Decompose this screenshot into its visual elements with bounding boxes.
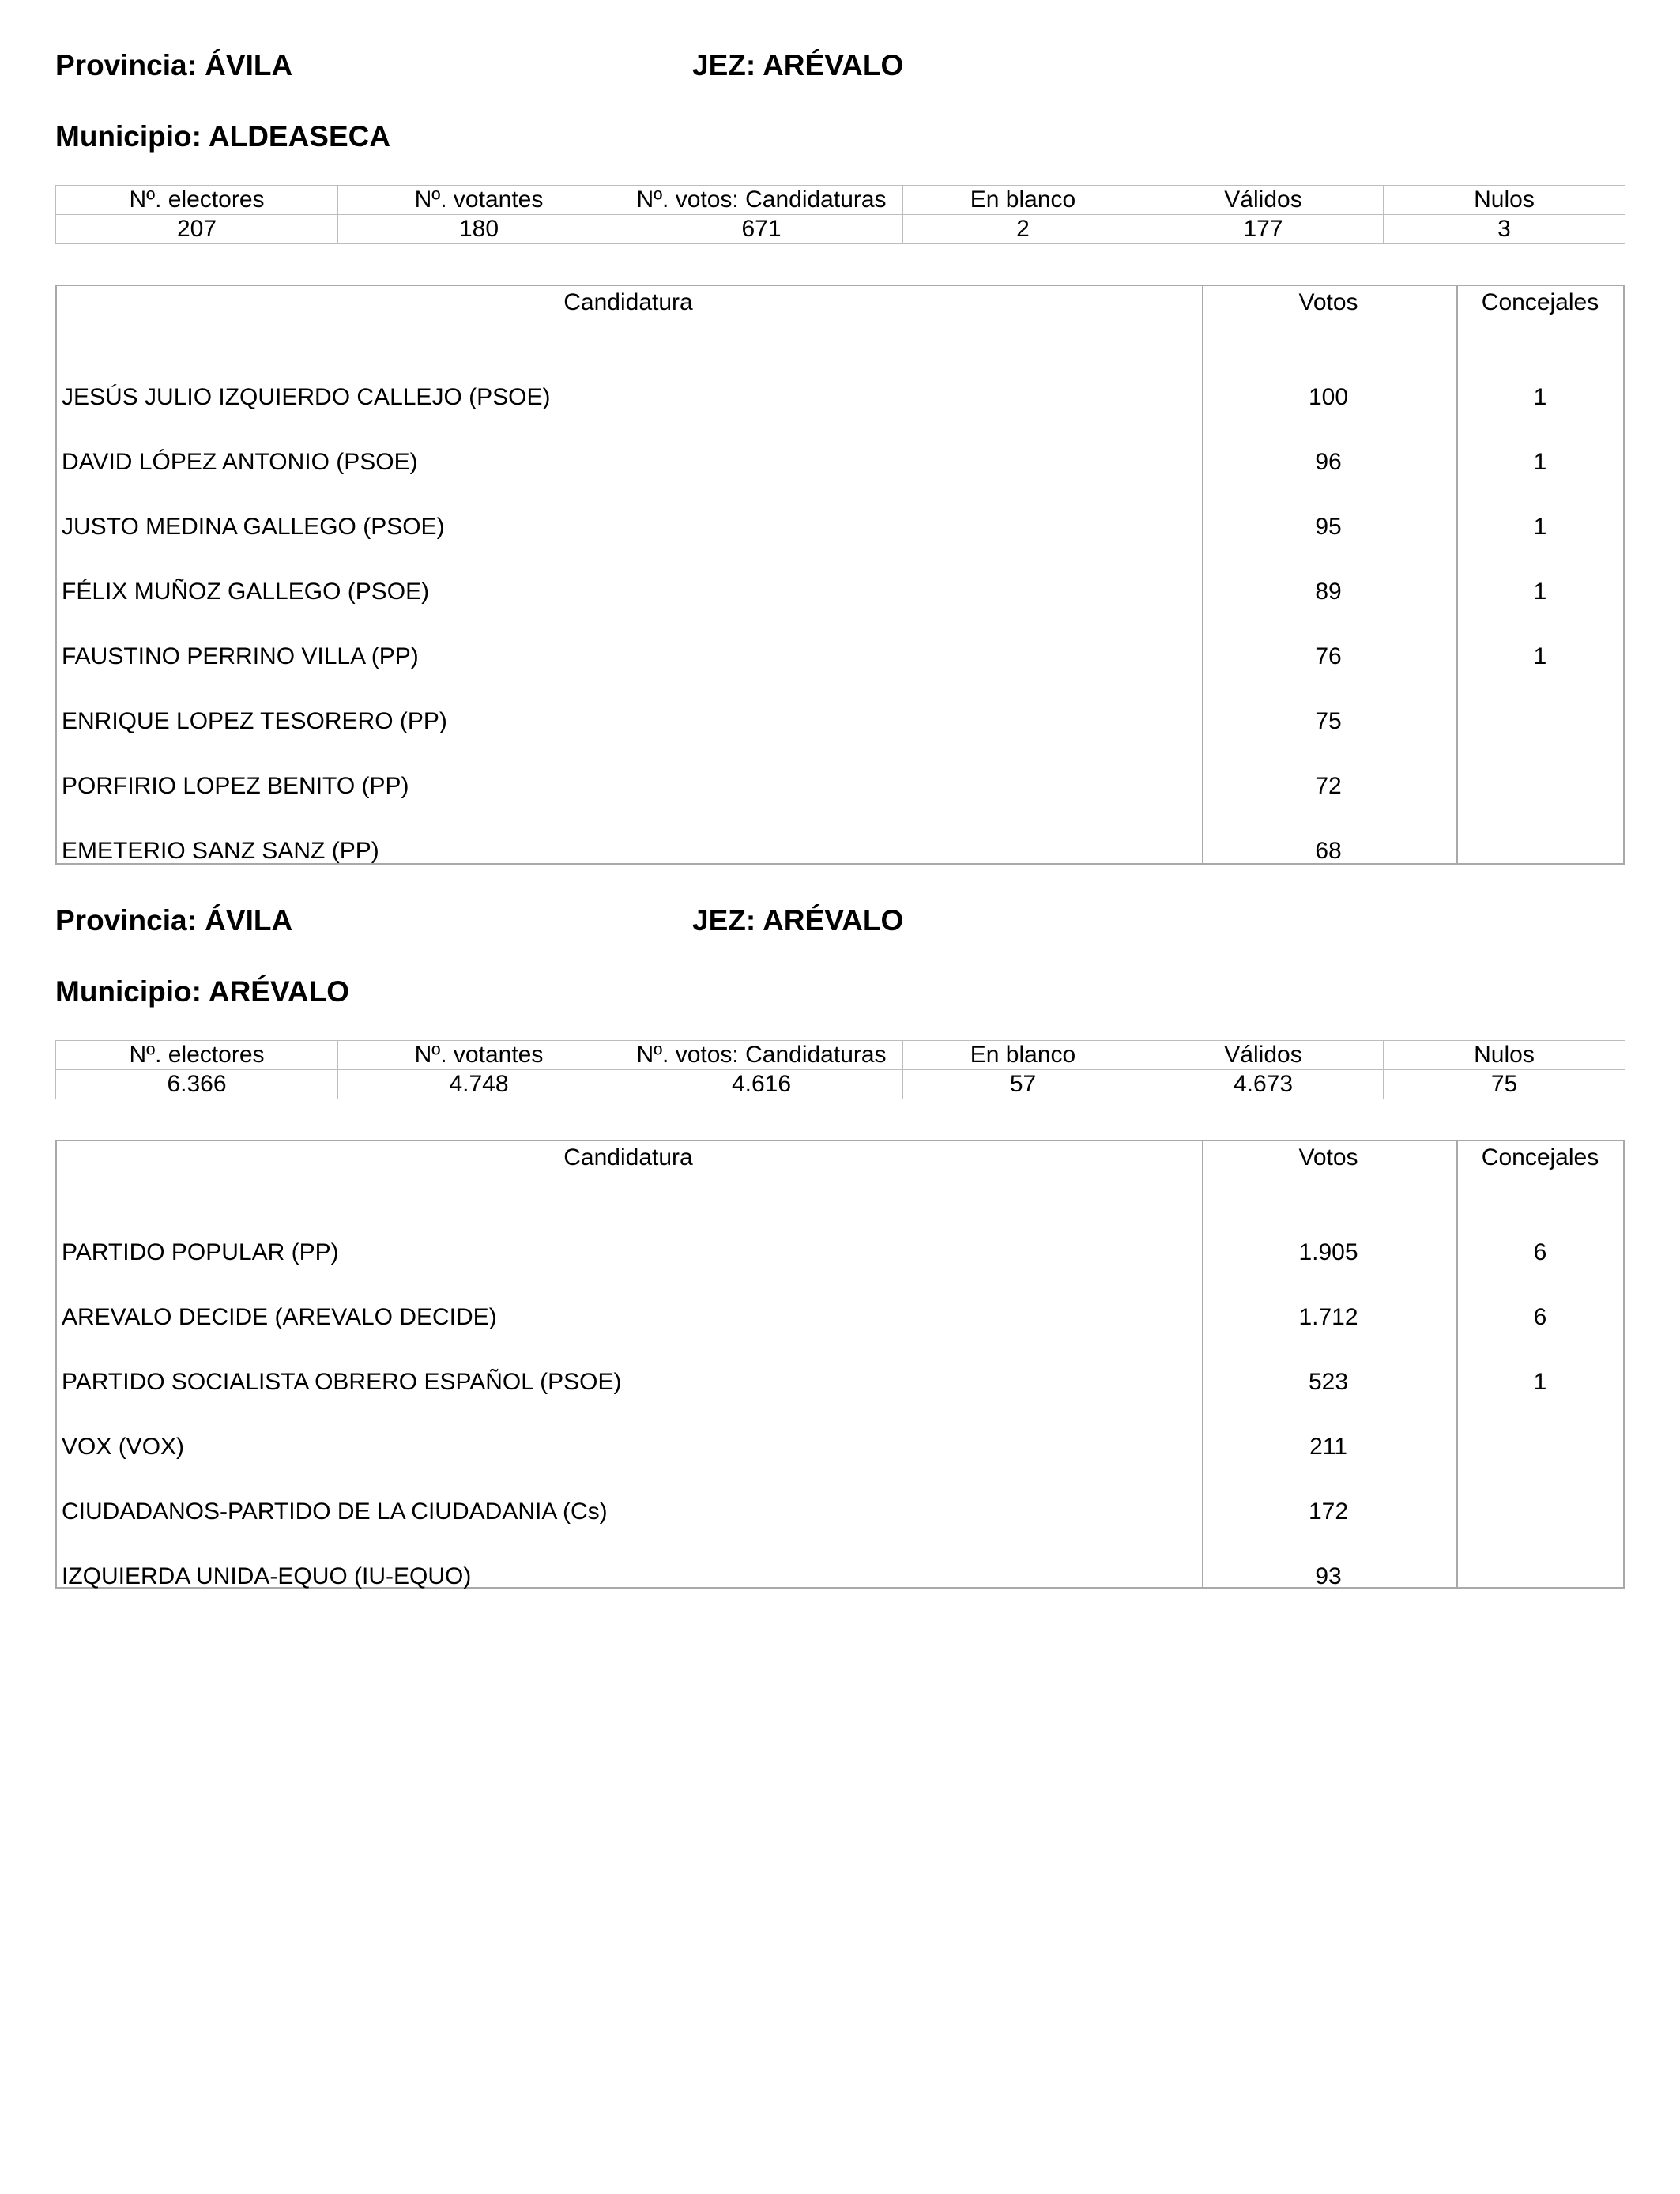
candidate-row [55,349,1625,431]
candidate-votos: 89 [1315,579,1342,605]
candidate-name: FÉLIX MUÑOZ GALLEGO (PSOE) [62,579,430,605]
candidate-concejales: 1 [1533,514,1547,540]
stats-value-cell: 57 [903,1070,1143,1099]
candidate-row [55,754,1625,819]
candidate-votos: 523 [1308,1369,1349,1395]
candidates-header-row [55,286,1625,349]
stats-header-cell: Nulos [1384,186,1625,215]
candidate-concejales [1456,1544,1625,1609]
provincia-label: Provincia: ÁVILA [55,49,293,81]
stats-header-row [56,1041,1625,1070]
result-section-arevalo [55,904,1625,1589]
candidate-concejales [1456,689,1625,754]
candidates-table [55,1141,1625,1609]
candidate-row [55,1350,1625,1415]
candidate-votos: 93 [1315,1563,1342,1589]
candidate-name: EMETERIO SANZ SANZ (PP) [62,838,379,864]
candidate-name: PARTIDO SOCIALISTA OBRERO ESPAÑOL (PSOE) [62,1369,622,1395]
stats-header-cell: Nulos [1384,1041,1625,1070]
candidate-concejales: 1 [1533,449,1547,475]
stats-value-row [56,215,1625,244]
candidate-row [55,560,1625,624]
candidate-votos: 76 [1315,643,1342,669]
stats-header-cell: Nº. electores [56,1041,338,1070]
candidate-votos: 68 [1315,838,1342,864]
candidate-concejales [1456,819,1625,884]
candidate-concejales: 1 [1533,643,1547,669]
stats-header-cell: Válidos [1143,1041,1384,1070]
stats-header-cell: Válidos [1143,186,1384,215]
candidate-votos: 100 [1308,384,1349,410]
candidate-concejales: 6 [1533,1239,1547,1265]
stats-value-cell: 75 [1384,1070,1625,1099]
stats-value-cell: 180 [338,215,620,244]
stats-value-cell: 207 [56,215,338,244]
candidate-votos: 72 [1315,773,1342,799]
section-header [55,49,1625,96]
candidate-concejales [1456,1480,1625,1544]
result-section-aldeaseca [55,49,1625,864]
stats-header-cell: En blanco [903,1041,1143,1070]
candidate-name: IZQUIERDA UNIDA-EQUO (IU-EQUO) [62,1563,472,1589]
candidate-name: CIUDADANOS-PARTIDO DE LA CIUDADANIA (Cs) [62,1498,608,1525]
candidate-votos: 75 [1315,708,1342,734]
provincia-label: Provincia: ÁVILA [55,904,293,937]
stats-value-cell: 6.366 [56,1070,338,1099]
stats-value-cell: 2 [903,215,1143,244]
candidate-votos: 1.905 [1298,1239,1358,1265]
jez-label: JEZ: ARÉVALO [692,49,904,81]
candidate-row [55,1285,1625,1350]
candidate-name: VOX (VOX) [62,1434,185,1460]
candidate-votos: 172 [1308,1498,1349,1525]
candidate-name: DAVID LÓPEZ ANTONIO (PSOE) [62,449,418,475]
stats-header-cell: Nº. electores [56,186,338,215]
candidate-row [55,624,1625,689]
stats-header-row [56,186,1625,215]
municipio-label: Municipio: ARÉVALO [55,975,350,1008]
candidate-name: JESÚS JULIO IZQUIERDO CALLEJO (PSOE) [62,384,551,410]
candidates-header-row [55,1141,1625,1204]
municipio-label: Municipio: ALDEASECA [55,120,391,153]
header-votos: Votos [1201,286,1456,349]
candidate-votos: 95 [1315,514,1342,540]
section-header [55,904,1625,952]
jez-label: JEZ: ARÉVALO [692,904,904,937]
candidate-concejales: 1 [1533,384,1547,410]
candidates-table [55,286,1625,884]
candidate-votos: 211 [1309,1434,1347,1460]
candidate-row [55,1415,1625,1480]
stats-header-cell: Nº. votantes [338,186,620,215]
candidate-concejales [1456,754,1625,819]
candidate-concejales: 1 [1533,1369,1547,1395]
candidate-name: ENRIQUE LOPEZ TESORERO (PP) [62,708,447,734]
candidate-name: PARTIDO POPULAR (PP) [62,1239,339,1265]
stats-header-cell: Nº. votos: Candidaturas [620,186,903,215]
candidate-concejales: 6 [1533,1304,1547,1330]
stats-value-cell: 4.673 [1143,1070,1384,1099]
candidate-row [55,495,1625,560]
candidate-name: FAUSTINO PERRINO VILLA (PP) [62,643,419,669]
stats-value-cell: 3 [1384,215,1625,244]
candidate-row [55,689,1625,754]
stats-header-cell: Nº. votantes [338,1041,620,1070]
candidate-row [55,430,1625,495]
header-candidatura: Candidatura [55,1141,1201,1204]
candidate-name: AREVALO DECIDE (AREVALO DECIDE) [62,1304,497,1330]
stats-table [55,185,1625,244]
candidate-name: PORFIRIO LOPEZ BENITO (PP) [62,773,409,799]
header-concejales: Concejales [1456,1141,1625,1204]
header-votos: Votos [1201,1141,1456,1204]
stats-table [55,1040,1625,1099]
stats-value-row [56,1070,1625,1099]
stats-value-cell: 4.616 [620,1070,903,1099]
stats-value-cell: 671 [620,215,903,244]
candidate-name: JUSTO MEDINA GALLEGO (PSOE) [62,514,445,540]
candidate-row [55,1204,1625,1286]
candidate-row [55,819,1625,884]
candidate-votos: 1.712 [1298,1304,1358,1330]
candidate-row [55,1480,1625,1544]
candidate-concejales [1456,1415,1625,1480]
header-candidatura: Candidatura [55,286,1201,349]
stats-header-cell: En blanco [903,186,1143,215]
candidate-row [55,1544,1625,1609]
header-concejales: Concejales [1456,286,1625,349]
candidate-concejales: 1 [1533,579,1547,605]
stats-value-cell: 4.748 [338,1070,620,1099]
stats-value-cell: 177 [1143,215,1384,244]
stats-header-cell: Nº. votos: Candidaturas [620,1041,903,1070]
candidate-votos: 96 [1315,449,1342,475]
